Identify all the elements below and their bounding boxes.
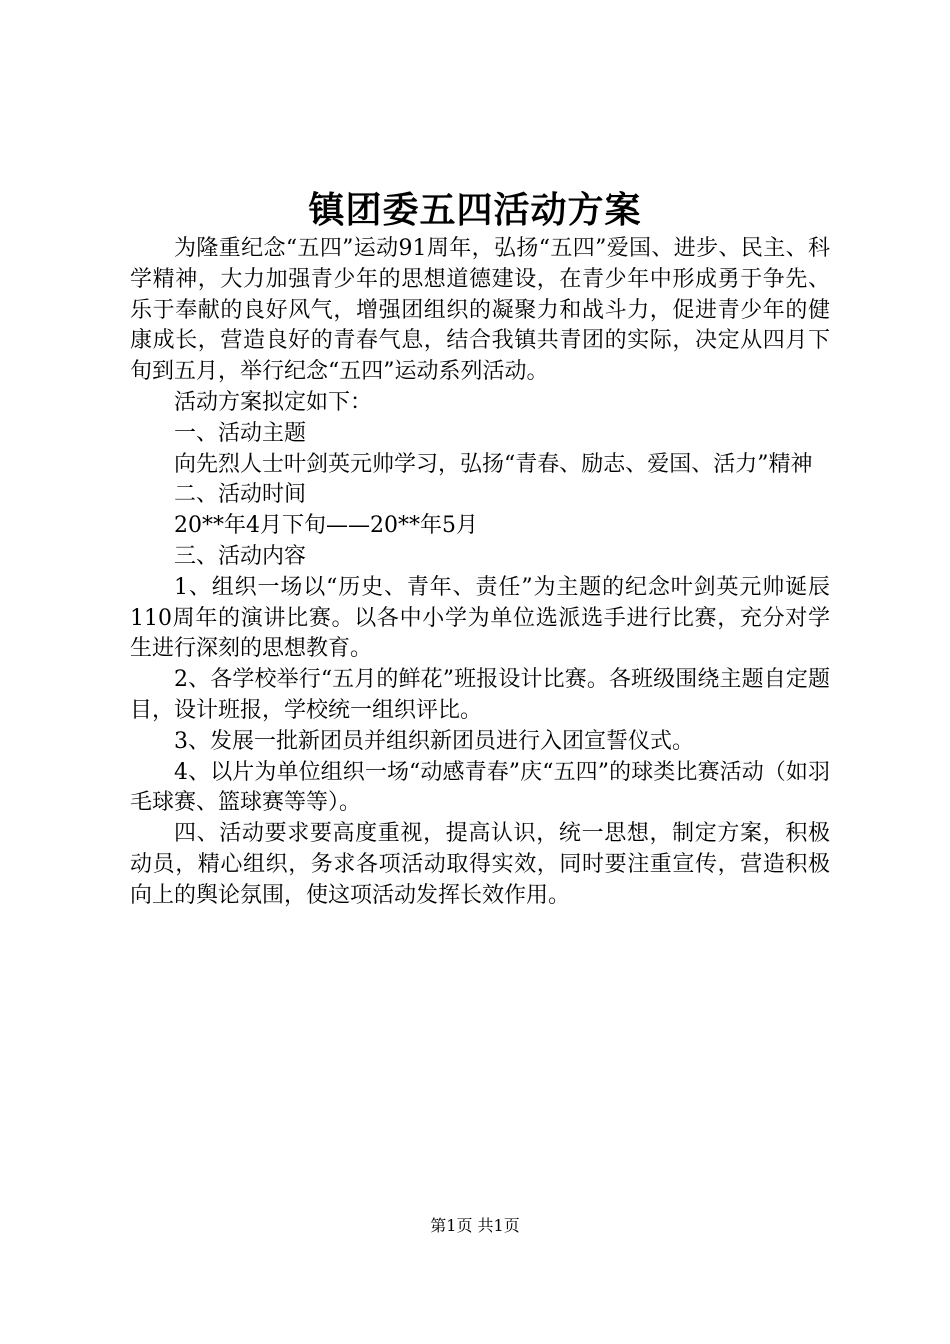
paragraph-content-item-1: 1、组织一场以“历史、青年、责任”为主题的纪念叶剑英元帅诞辰110周年的演讲比赛。以各中小学为单位选派选手进行比赛，充分对学生进行深刻的思想教育。 [130, 574, 830, 662]
page-number-footer: 第1页 共1页 [430, 1216, 520, 1235]
paragraph-content-item-4: 4、以片为单位组织一场“动感青春”庆“五四”的球类比赛活动（如羽毛球赛、篮球赛等等）。 [130, 759, 830, 816]
paragraph-content-item-2: 2、各学校举行“五月的鲜花”班报设计比赛。各班级围绕主题自定题目，设计班报，学校统一组织评比。 [130, 667, 830, 723]
paragraph-activity-time: 20**年4月下旬——20**年5月 [174, 513, 478, 539]
page-title: 镇团委五四活动方案 [308, 189, 642, 231]
paragraph-intro: 为隆重纪念“五四”运动91周年，弘扬“五四”爱国、进步、民主、科学精神，大力加强青少年的思想道德建设，在青少年中形成勇于争先、乐于奉献的良好风气，增强团组织的凝聚力和战斗力，促进青少年的健康成长，营造良好的青春气息，结合我镇共青团的实际，决定从四月下旬到五月，举行纪念“五四”运动系列活动。 [130, 236, 830, 385]
heading-activity-theme: 一、活动主题 [174, 420, 307, 446]
heading-activity-time: 二、活动时间 [174, 482, 307, 508]
paragraph-content-item-3: 3、发展一批新团员并组织新团员进行入团宣誓仪式。 [174, 728, 694, 754]
document-body [130, 234, 830, 912]
paragraph-requirements: 四、活动要求要高度重视，提高认识，统一思想，制定方案，积极动员，精心组织，务求各项活动取得实效，同时要注重宣传，营造积极向上的舆论氛围，使这项活动发挥长效作用。 [130, 821, 830, 908]
heading-activity-content: 三、活动内容 [174, 543, 307, 569]
paragraph-activity-theme: 向先烈人士叶剑英元帅学习，弘扬“青春、励志、爱国、活力”精神 [174, 451, 813, 477]
paragraph-plan-intro: 活动方案拟定如下： [174, 389, 373, 415]
